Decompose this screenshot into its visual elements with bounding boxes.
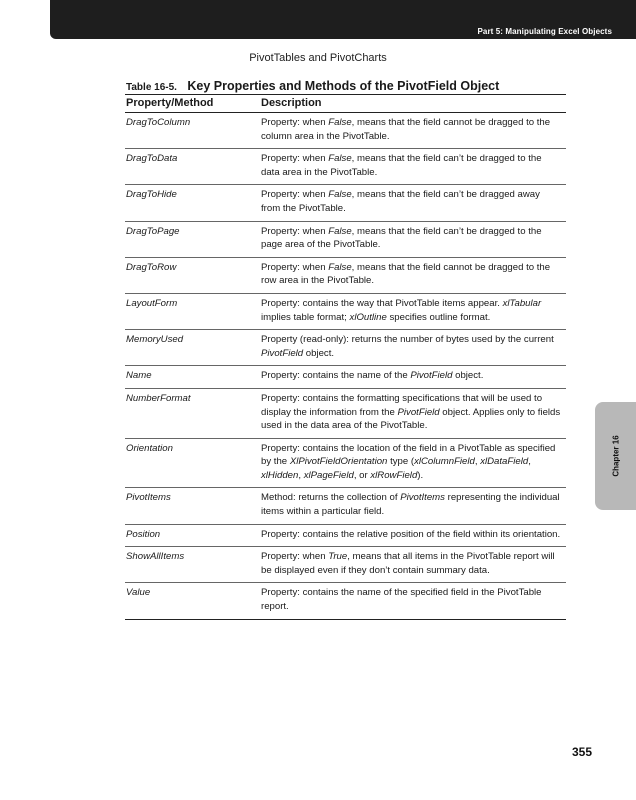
description-code-term: True: [328, 551, 348, 563]
table-number: Table 16-5.: [126, 82, 177, 93]
column-header-description: Description: [261, 97, 322, 109]
description-text: , means that the field can’t be dragged to the data area in the PivotTable.: [261, 153, 542, 178]
description-text: , means that all items in the PivotTable report will be displayed even if they don’t contain summary data.: [261, 551, 555, 576]
description-text: , means that the field can’t be dragged away from the PivotTable.: [261, 189, 540, 214]
description-text: , or: [353, 469, 371, 481]
description-text: Property: contains the relative position of the field within its orientation.: [261, 528, 561, 540]
table-caption: [126, 77, 499, 95]
description-text: object.: [303, 347, 335, 359]
property-description: [261, 294, 561, 329]
table-row: [125, 149, 566, 185]
header-bar: [50, 0, 636, 39]
table-row: [125, 389, 566, 439]
description-code-term: False: [328, 153, 352, 165]
description-code-term: xlTabular: [502, 297, 542, 309]
table-top-rule: [125, 94, 566, 95]
table-row: [125, 488, 566, 524]
description-text: Property: when: [261, 189, 329, 201]
property-name: DragToData: [126, 153, 178, 165]
property-description: [261, 547, 561, 582]
description-code-term: xlPageField: [303, 469, 354, 481]
property-description: [261, 113, 561, 148]
description-code-term: PivotItems: [400, 492, 445, 504]
property-description: [261, 330, 561, 365]
description-text: Property: when: [261, 117, 329, 128]
property-name: MemoryUsed: [126, 334, 184, 346]
description-code-term: False: [328, 117, 352, 128]
description-text: Property: when: [261, 225, 329, 237]
table-row: [125, 294, 566, 330]
table-row: [125, 258, 566, 294]
description-text: representing the individual items within a particular field.: [261, 492, 560, 518]
description-text: Property: when: [261, 153, 329, 165]
property-description: [261, 583, 561, 618]
table-header: [125, 97, 566, 112]
description-text: type (: [387, 456, 415, 468]
description-text: object. Applies only to fields used in the data area of the PivotTable.: [261, 406, 561, 432]
description-text: ).: [417, 469, 424, 481]
table-row: [125, 439, 566, 489]
property-name: DragToColumn: [126, 117, 191, 128]
description-code-term: xlRowField: [370, 469, 418, 481]
description-code-term: PivotField: [261, 347, 304, 359]
description-code-term: xlColumnField: [414, 456, 475, 468]
description-code-term: PivotField: [397, 406, 440, 418]
table-row: [125, 547, 566, 583]
table-row: [125, 525, 566, 548]
description-code-term: xlDataField: [480, 456, 529, 468]
table-row: [125, 222, 566, 258]
description-text: Method: returns the collection of: [261, 492, 401, 504]
property-name: NumberFormat: [126, 392, 191, 404]
property-name: DragToHide: [126, 189, 177, 201]
description-text: Property: when: [261, 551, 329, 563]
property-name: Name: [126, 370, 152, 382]
property-name: LayoutForm: [126, 297, 178, 309]
table-row: [125, 366, 566, 389]
description-text: specifies outline format.: [386, 311, 491, 323]
page-number: 355: [571, 745, 592, 759]
description-text: ,: [298, 469, 304, 481]
table-body: [125, 113, 566, 620]
table-row: [125, 113, 566, 149]
property-name: DragToPage: [126, 225, 180, 237]
column-header-property: Property/Method: [126, 97, 214, 109]
property-description: [261, 366, 561, 388]
description-code-term: xlOutline: [349, 311, 387, 323]
description-code-term: PivotField: [410, 370, 453, 382]
description-code-term: False: [328, 189, 352, 201]
property-description: [261, 185, 561, 220]
description-text: Property: contains the name of the specified field in the PivotTable report.: [261, 587, 542, 613]
property-description: [261, 488, 561, 523]
description-text: Property: contains the location of the field in a PivotTable as specified by the: [261, 442, 556, 468]
description-code-term: XlPivotFieldOrientation: [289, 456, 388, 468]
description-text: object.: [452, 370, 484, 382]
property-description: [261, 389, 561, 438]
property-name: DragToRow: [126, 261, 177, 273]
table-title: Key Properties and Methods of the PivotField Object: [187, 79, 500, 93]
property-description: [261, 149, 561, 184]
running-head: PivotTables and PivotCharts: [249, 52, 387, 64]
description-text: ,: [528, 456, 531, 468]
description-code-term: False: [328, 225, 352, 237]
property-description: [261, 222, 561, 257]
property-name: PivotItems: [126, 492, 171, 504]
property-description: [261, 439, 561, 488]
chapter-tab-label: Chapter 16: [611, 435, 620, 477]
property-description: [261, 525, 561, 547]
description-code-term: xlHidden: [261, 469, 299, 481]
description-text: Property: when: [261, 261, 329, 273]
table-row: [125, 185, 566, 221]
description-text: Property: contains the name of the: [261, 370, 411, 382]
description-text: Property: contains the formatting specifications that will be used to display the information from the: [261, 392, 543, 418]
property-name: Orientation: [126, 442, 173, 454]
property-name: Position: [126, 528, 161, 540]
property-description: [261, 258, 561, 293]
description-text: Property (read-only): returns the number of bytes used by the current: [261, 334, 554, 346]
description-text: implies table format;: [261, 311, 350, 323]
description-text: , means that the field cannot be dragged to the column area in the PivotTable.: [261, 117, 551, 142]
description-text: , means that the field can’t be dragged to the page area of the PivotTable.: [261, 225, 542, 251]
description-code-term: False: [328, 261, 352, 273]
property-name: Value: [126, 587, 151, 599]
chapter-tab: [595, 402, 636, 510]
description-text: ,: [474, 456, 481, 468]
table-row: [125, 330, 566, 366]
description-text: Property: contains the way that PivotTable items appear.: [261, 297, 503, 309]
property-name: ShowAllItems: [126, 551, 185, 563]
description-text: , means that the field cannot be dragged to the row area in the PivotTable.: [261, 261, 551, 287]
table-row: [125, 583, 566, 619]
part-label: Part 5: Manipulating Excel Objects: [477, 27, 612, 36]
